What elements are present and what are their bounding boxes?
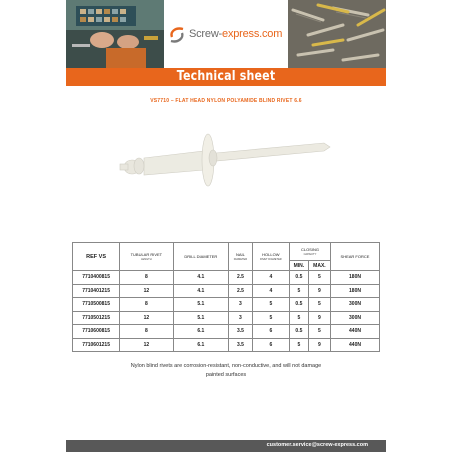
cell-nail: 3.5 [229, 325, 253, 339]
cell-shear: 180N [330, 271, 379, 285]
cell-length: 8 [120, 325, 173, 339]
cell-max: 9 [308, 311, 330, 325]
cell-nail: 2.5 [229, 271, 253, 285]
cell-drill: 4.1 [173, 284, 229, 298]
table-row [73, 284, 380, 298]
cell-min: 5 [289, 311, 308, 325]
note-line-2: painted surfaces [205, 372, 247, 378]
screws-photo [288, 0, 386, 68]
table-row [73, 325, 380, 339]
cell-hollow: 4 [252, 284, 289, 298]
cell-min: 5 [289, 338, 308, 352]
cell-hollow: 6 [252, 338, 289, 352]
cell-drill: 6.1 [173, 338, 229, 352]
cell-max: 5 [308, 325, 330, 339]
cell-shear: 440N [330, 325, 379, 339]
cell-hollow: 4 [252, 271, 289, 285]
cell-drill: 5.1 [173, 311, 229, 325]
cell-ref: 7710600815 [73, 325, 120, 339]
cell-ref: 7710501215 [73, 311, 120, 325]
cell-min: 0.5 [289, 271, 308, 285]
cell-nail: 3 [229, 298, 253, 312]
cell-ref: 7710601215 [73, 338, 120, 352]
header [66, 0, 386, 68]
table-row [73, 298, 380, 312]
cell-ref: 7710500815 [73, 298, 120, 312]
table-row [73, 338, 380, 352]
header-shear-force: SHEAR FORCE [330, 243, 379, 271]
screw-express-logo [169, 26, 287, 46]
technical-sheet-banner [66, 68, 386, 86]
cell-length: 12 [120, 311, 173, 325]
blind-rivet-image [106, 120, 356, 200]
cell-max: 9 [308, 338, 330, 352]
footer [66, 440, 386, 452]
cell-min: 0.5 [289, 298, 308, 312]
cell-nail: 3 [229, 311, 253, 325]
cell-hollow: 5 [252, 298, 289, 312]
cell-hollow: 6 [252, 325, 289, 339]
product-subtitle: VS7710 – FLAT HEAD NYLON POLYAMIDE BLIND RIVET 6.6 [150, 98, 302, 104]
cell-max: 5 [308, 298, 330, 312]
cell-nail: 2.5 [229, 284, 253, 298]
cell-shear: 300N [330, 311, 379, 325]
table-row [73, 311, 380, 325]
cell-shear: 180N [330, 284, 379, 298]
header-drill-diameter: DRILL DIAMETER [173, 243, 229, 271]
header-ref: REF VS [73, 243, 120, 271]
header-min: MIN. [289, 261, 308, 271]
cell-drill: 6.1 [173, 325, 229, 339]
cell-max: 9 [308, 284, 330, 298]
specifications-table [72, 242, 380, 352]
cell-hollow: 5 [252, 311, 289, 325]
product-note [86, 362, 366, 380]
cell-min: 5 [289, 284, 308, 298]
header-hollow: HOLLOW RIVET DIAMETER [252, 243, 289, 271]
cell-min: 0.5 [289, 325, 308, 339]
cell-nail: 3.5 [229, 338, 253, 352]
cell-length: 12 [120, 284, 173, 298]
technical-sheet-page [66, 0, 386, 452]
cell-drill: 4.1 [173, 271, 229, 285]
cell-length: 8 [120, 298, 173, 312]
cell-shear: 440N [330, 338, 379, 352]
table-row [73, 271, 380, 285]
cell-drill: 5.1 [173, 298, 229, 312]
header-nail: NAIL DIAMETER [229, 243, 253, 271]
contact-email-link[interactable]: customer.service@screw-express.com [266, 442, 368, 448]
cell-shear: 300N [330, 298, 379, 312]
cell-ref: 7710401215 [73, 284, 120, 298]
cell-max: 5 [308, 271, 330, 285]
note-line-1: Nylon blind rivets are corrosion-resistant, non-conductive, and will not damage [130, 363, 322, 369]
banner-title: Technical sheet [176, 69, 276, 84]
cell-length: 12 [120, 338, 173, 352]
header-max: MAX. [308, 261, 330, 271]
cell-length: 8 [120, 271, 173, 285]
logo-text: Screw-express.com [189, 28, 283, 40]
header-tubular-rivet: TUBULAR RIVET LENGTH [120, 243, 173, 271]
swirl-logo-icon [169, 26, 185, 44]
workshop-photo [66, 0, 164, 68]
header-closing: CLOSING CAPACITY [289, 243, 330, 261]
cell-ref: 7710400815 [73, 271, 120, 285]
